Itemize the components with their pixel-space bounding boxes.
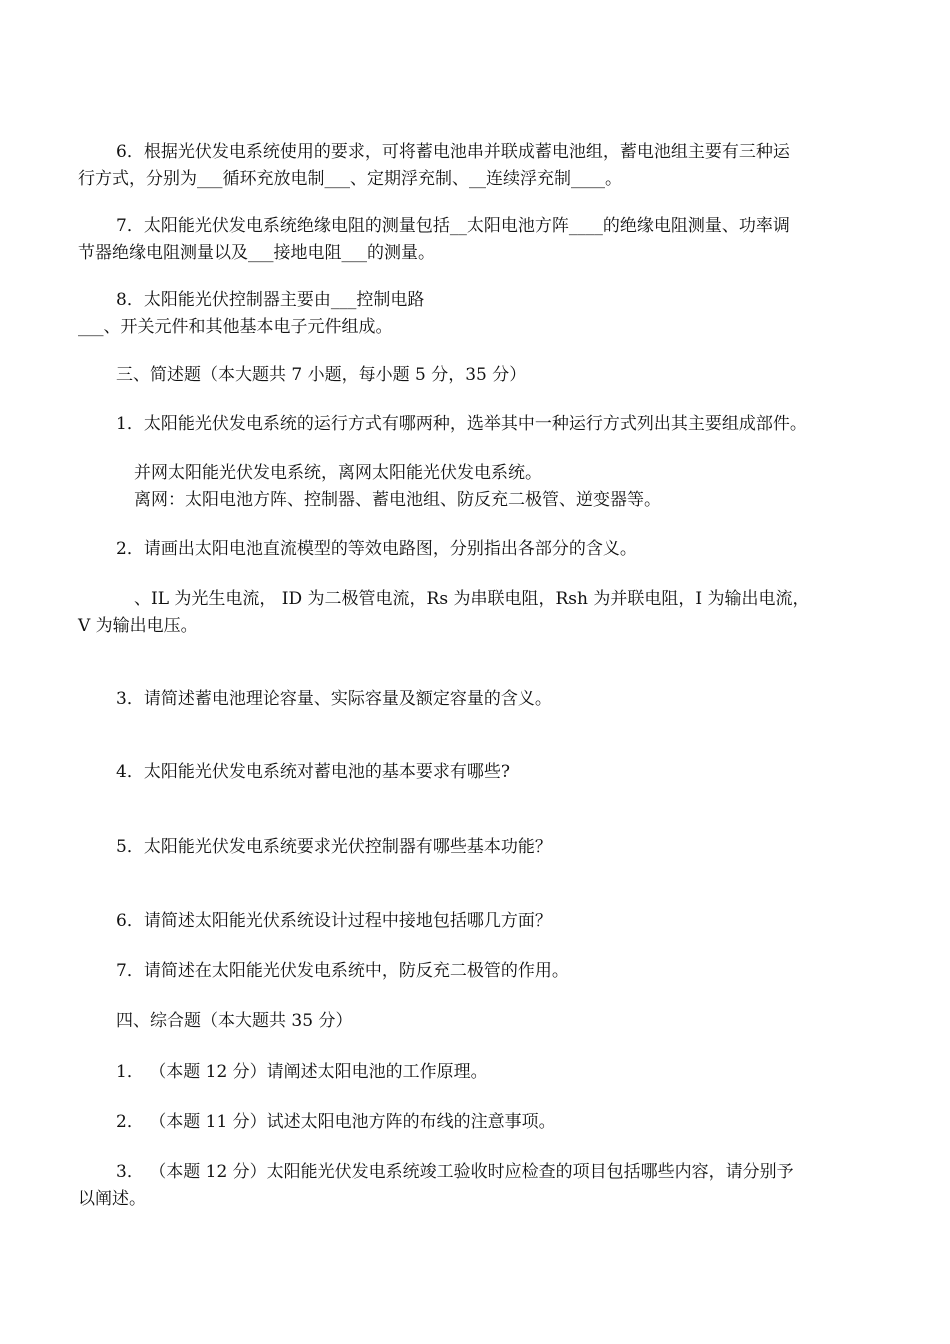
s4-question-3-line-2: 以阐述。	[78, 1189, 146, 1209]
q6-line-2: 行方式，分别为___循环充放电制___、定期浮充制、__连续浮充制____。	[78, 169, 622, 189]
s3-question-7: 7．请简述在太阳能光伏发电系统中，防反充二极管的作用。	[116, 961, 569, 981]
s3-answer-2-line-1: 、IL 为光生电流， ID 为二极管电流，Rs 为串联电阻，Rsh 为并联电阻，I 为输出电流，	[134, 589, 810, 609]
s3-question-5: 5．太阳能光伏发电系统要求光伏控制器有哪些基本功能？	[116, 837, 552, 857]
s3-answer-1-line-2: 离网：太阳电池方阵、控制器、蓄电池组、防反充二极管、逆变器等。	[134, 490, 661, 510]
q7-line-2: 节器绝缘电阻测量以及___接地电阻___的测量。	[78, 243, 435, 263]
s3-answer-2-line-2: V 为输出电压。	[78, 616, 198, 636]
q8-line-2: ___、开关元件和其他基本电子元件组成。	[78, 317, 393, 337]
s3-question-2: 2．请画出太阳电池直流模型的等效电路图，分别指出各部分的含义。	[116, 539, 637, 559]
s3-question-1: 1．太阳能光伏发电系统的运行方式有哪两种，选举其中一种运行方式列出其主要组成部件。	[116, 414, 807, 434]
section-4-heading: 四、综合题（本大题共 35 分）	[116, 1011, 353, 1031]
s4-question-1: 1． （本题 12 分）请阐述太阳电池的工作原理。	[116, 1062, 488, 1082]
q8-line-1: 8．太阳能光伏控制器主要由___控制电路	[116, 290, 425, 310]
s4-question-2: 2． （本题 11 分）试述太阳电池方阵的布线的注意事项。	[116, 1112, 556, 1132]
section-3-heading: 三、简述题（本大题共 7 小题，每小题 5 分，35 分）	[116, 365, 527, 385]
q7-line-1: 7．太阳能光伏发电系统绝缘电阻的测量包括__太阳电池方阵____的绝缘电阻测量、功率调	[116, 216, 790, 236]
s3-answer-1-line-1: 并网太阳能光伏发电系统，离网太阳能光伏发电系统。	[134, 463, 542, 483]
s3-question-3: 3．请简述蓄电池理论容量、实际容量及额定容量的含义。	[116, 689, 552, 709]
s3-question-4: 4．太阳能光伏发电系统对蓄电池的基本要求有哪些?	[116, 762, 510, 782]
s4-question-3-line-1: 3． （本题 12 分）太阳能光伏发电系统竣工验收时应检查的项目包括哪些内容，请分别予	[116, 1162, 794, 1182]
q6-line-1: 6．根据光伏发电系统使用的要求，可将蓄电池串并联成蓄电池组，蓄电池组主要有三种运	[116, 142, 790, 162]
s3-question-6: 6．请简述太阳能光伏系统设计过程中接地包括哪几方面？	[116, 911, 552, 931]
